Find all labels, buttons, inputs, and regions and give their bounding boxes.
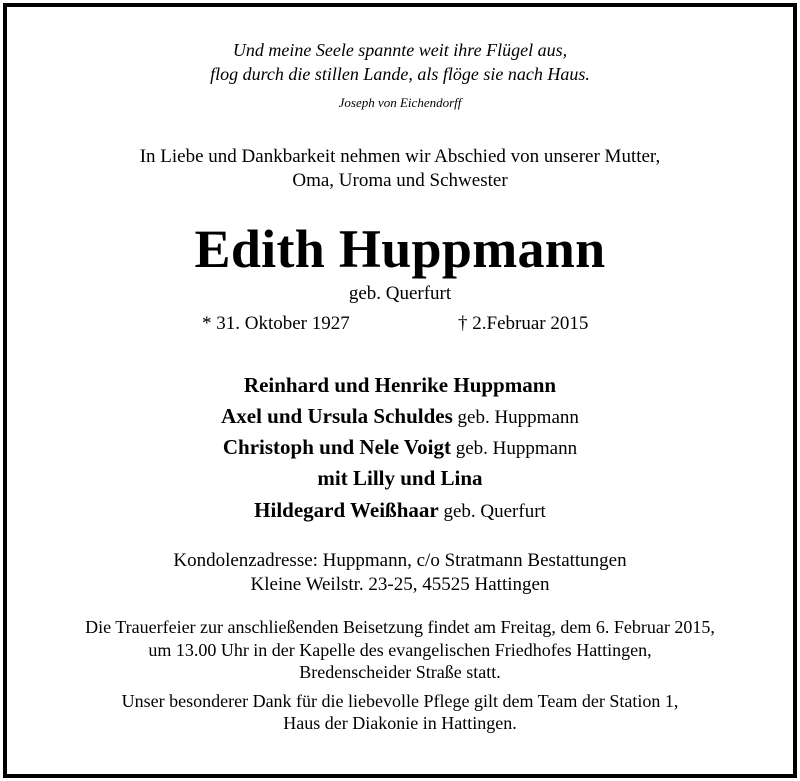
birth-date: * 31. Oktober 1927 — [202, 313, 350, 334]
family-suffix: geb. Huppmann — [451, 438, 578, 459]
family-member-5 — [0, 498, 800, 523]
quote-line-2: flog durch die stillen Lande, als flöge sie nach Haus. — [210, 64, 590, 84]
quote-line-1: Und meine Seele spannte weit ihre Flügel aus, — [232, 40, 568, 60]
family-member-3 — [0, 435, 800, 460]
family-suffix: geb. Huppmann — [452, 407, 579, 428]
address-line-1: Kondolenzadresse: Huppmann, c/o Stratmann Bestattungen — [173, 550, 627, 571]
death-date: † 2.Februar 2015 — [458, 313, 589, 334]
intro-line-2: Oma, Uroma und Schwester — [292, 170, 508, 191]
family-member-1 — [0, 373, 800, 398]
family-member-4 — [0, 466, 800, 491]
quote-author: Joseph von Eichendorff — [338, 95, 462, 110]
deceased-name: Edith Huppmann — [194, 219, 606, 279]
thanks-line-1: Unser besonderer Dank für die liebevolle Pflege gilt dem Team der Station 1, — [121, 691, 679, 711]
ceremony-line-3: Bredenscheider Straße statt. — [299, 662, 501, 682]
family-names: Reinhard und Henrike Huppmann — [243, 373, 557, 397]
family-names: Axel und Ursula Schuldes — [221, 404, 453, 428]
ceremony-line-1: Die Trauerfeier zur anschließenden Beisetzung findet am Freitag, dem 6. Februar 2015, — [85, 617, 715, 637]
address-line-2: Kleine Weilstr. 23-25, 45525 Hattingen — [250, 574, 550, 595]
intro-line-1: In Liebe und Dankbarkeit nehmen wir Abschied von unserer Mutter, — [139, 146, 661, 167]
family-member-2 — [0, 404, 800, 429]
family-names: Hildegard Weißhaar — [254, 498, 439, 522]
maiden-name: geb. Querfurt — [348, 283, 452, 304]
family-names: mit Lilly und Lina — [317, 466, 483, 490]
ceremony-line-2: um 13.00 Uhr in der Kapelle des evangelischen Friedhofes Hattingen, — [148, 640, 652, 660]
thanks-line-2: Haus der Diakonie in Hattingen. — [283, 713, 517, 733]
family-names: Christoph und Nele Voigt — [222, 435, 451, 459]
family-suffix: geb. Querfurt — [438, 501, 546, 522]
